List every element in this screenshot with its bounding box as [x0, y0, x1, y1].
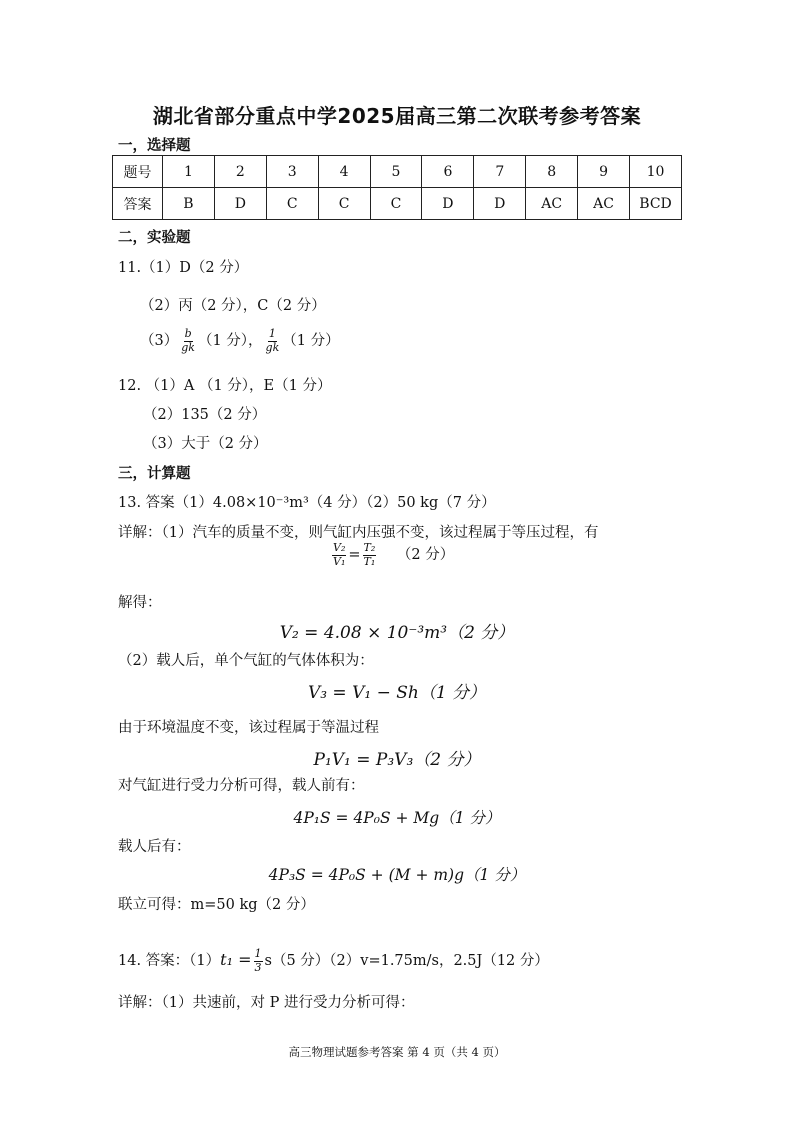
table-cell: 4	[318, 156, 370, 188]
q13-result: 联立可得：m=50 kg（2 分）	[118, 897, 315, 913]
q11-line2: （2）丙（2 分），C（2 分）	[140, 298, 326, 314]
q11-line3-mid: （1 分），	[197, 333, 263, 350]
q11-line1: 11.（1）D（2 分）	[118, 260, 249, 276]
equals-sign: =	[348, 547, 361, 564]
table-cell: AC	[578, 188, 630, 220]
equation-after: 4P₃S = 4P₀S + (M + m)g（1 分）	[268, 866, 526, 884]
force-analysis-text: 对气缸进行受力分析可得，载人前有：	[118, 778, 365, 794]
equation-v3: V₃ = V₁ − Sh（1 分）	[307, 683, 487, 703]
table-answer-label: 答案	[113, 188, 163, 220]
table-cell: 1	[163, 156, 215, 188]
q14-rest: s（5 分）（2）v=1.75m/s，2.5J（12 分）	[264, 953, 549, 970]
equation-v2-result: V₂ = 4.08 × 10⁻³m³（2 分）	[279, 623, 515, 643]
section-heading-choice: 一，选择题	[118, 138, 191, 154]
equation-isobaric	[330, 542, 454, 568]
fraction-v2-v1	[332, 542, 346, 568]
fraction-denominator: T₁	[363, 554, 376, 568]
table-cell: D	[214, 188, 266, 220]
table-cell: D	[422, 188, 474, 220]
score-label: （2 分）	[396, 547, 455, 564]
equation-before: 4P₁S = 4P₀S + Mg（1 分）	[293, 809, 501, 827]
q13-detail-1: 详解：（1）汽车的质量不变，则气缸内压强不变，该过程属于等压过程，有	[118, 525, 599, 541]
q14-prefix: 14. 答案：（1）	[118, 953, 221, 970]
fraction-1-gk	[265, 328, 281, 354]
q14-detail: 详解：（1）共速前，对 P 进行受力分析可得：	[118, 995, 415, 1011]
fraction-numerator: 1	[254, 947, 262, 960]
q11-line3-end: （1 分）	[282, 333, 340, 350]
q13-answer: 13. 答案（1）4.08×10⁻³m³（4 分）（2）50 kg（7 分）	[118, 495, 496, 511]
table-row-answers	[113, 188, 682, 220]
q12-line1: 12. （1）A （1 分），E（1 分）	[118, 378, 332, 394]
fraction-numerator: T₂	[363, 541, 376, 554]
fraction-denominator: gk	[265, 340, 280, 354]
after-text: 载人后有：	[118, 839, 191, 855]
table-cell: D	[474, 188, 526, 220]
table-cell: BCD	[630, 188, 682, 220]
fraction-numerator: b	[184, 327, 192, 340]
table-cell: 5	[370, 156, 422, 188]
table-cell: C	[370, 188, 422, 220]
table-cell: 3	[266, 156, 318, 188]
table-row-numbers	[113, 156, 682, 188]
q11-line3	[140, 328, 340, 354]
section-heading-calculation: 三，计算题	[118, 466, 191, 482]
page-title: 湖北省部分重点中学2025届高三第二次联考参考答案	[152, 104, 642, 128]
q13-part2: （2）载人后，单个气缸的气体体积为：	[118, 653, 374, 669]
q11-line3-prefix: （3）	[140, 333, 179, 350]
isothermal-text: 由于环境温度不变，该过程属于等温过程	[118, 720, 379, 736]
table-cell: 7	[474, 156, 526, 188]
fraction-one-third	[254, 948, 263, 974]
table-cell: 8	[526, 156, 578, 188]
table-cell: C	[266, 188, 318, 220]
fraction-numerator: V₂	[333, 541, 346, 554]
page-footer: 高三物理试题参考答案 第 4 页（共 4 页）	[288, 1045, 506, 1059]
table-cell: 6	[422, 156, 474, 188]
solve-label: 解得：	[118, 595, 162, 611]
fraction-numerator: 1	[268, 327, 276, 340]
table-cell: AC	[526, 188, 578, 220]
answer-table	[112, 155, 682, 220]
table-cell: B	[163, 188, 215, 220]
table-cell: C	[318, 188, 370, 220]
q14-answer	[118, 948, 549, 974]
equation-isothermal: P₁V₁ = P₃V₃（2 分）	[313, 750, 481, 770]
t1-symbol: t₁ =	[220, 950, 252, 970]
fraction-b-gk	[180, 328, 196, 354]
fraction-denominator: 3	[254, 960, 262, 974]
fraction-denominator: gk	[181, 340, 195, 354]
section-heading-experiment: 二，实验题	[118, 230, 191, 246]
table-cell: 9	[578, 156, 630, 188]
table-header-label: 题号	[113, 156, 163, 188]
table-cell: 10	[630, 156, 682, 188]
table-cell: 2	[214, 156, 266, 188]
q12-line2: （2）135（2 分）	[143, 407, 267, 423]
fraction-denominator: V₁	[333, 554, 346, 568]
fraction-t2-t1	[363, 542, 377, 568]
q12-line3: （3）大于（2 分）	[143, 436, 268, 452]
